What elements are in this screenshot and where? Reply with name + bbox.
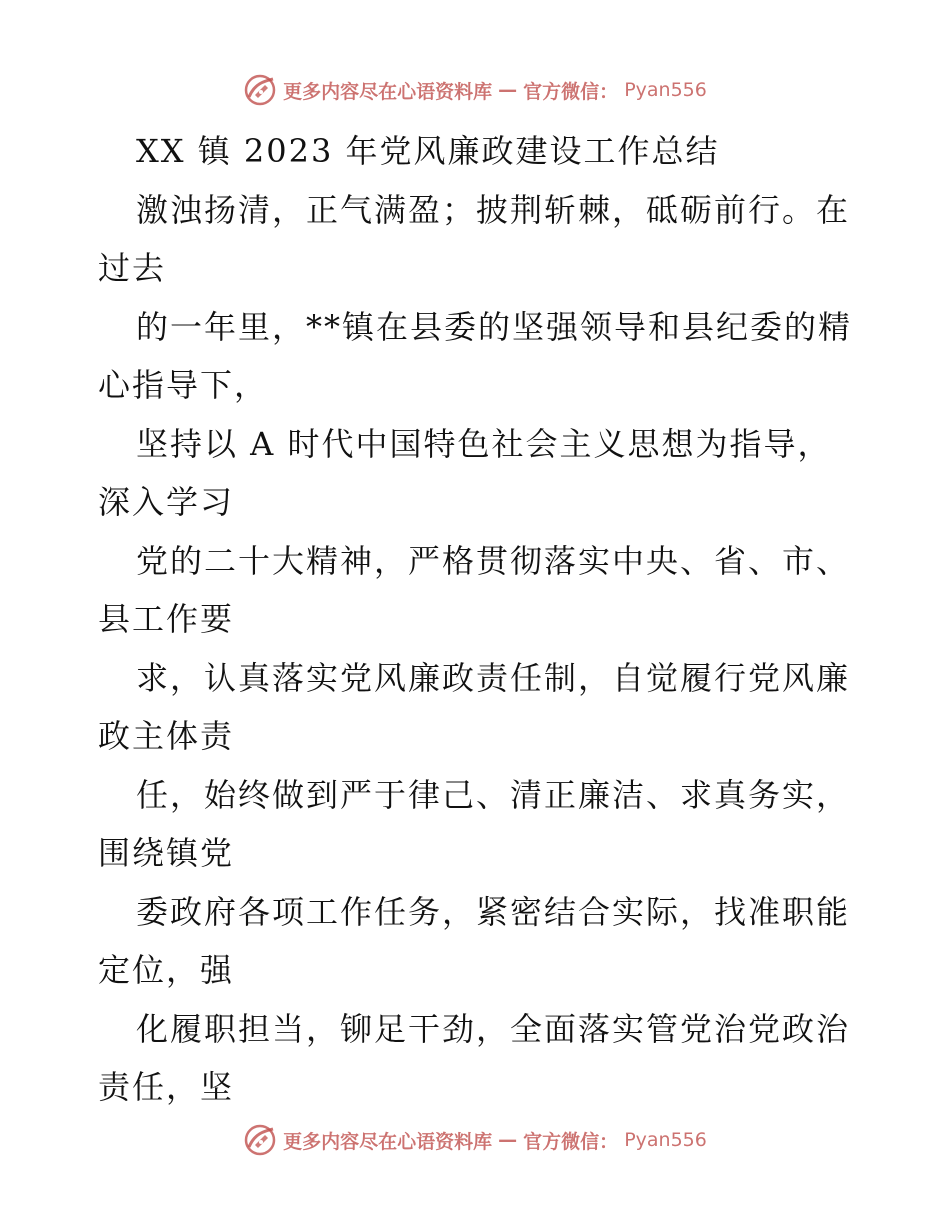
watermark-label: 官方微信： <box>523 80 619 103</box>
document-line: 政主体责 <box>98 717 235 755</box>
document-title: XX 镇 2023 年党风廉政建设工作总结 <box>136 132 720 170</box>
watermark-handle: Pyan556 <box>624 79 707 101</box>
watermark-banner <box>243 73 707 107</box>
document-line: 党的二十大精神，严格贯彻落实中央、省、市、 <box>136 541 851 580</box>
document-line: 责任，坚 <box>98 1068 235 1106</box>
watermark-main-text: 更多内容尽在心语资料库 <box>283 80 493 103</box>
watermark-label: 官方微信： <box>523 1130 619 1153</box>
document-line: 委政府各项工作任务，紧密结合实际，找准职能 <box>136 892 851 931</box>
watermark-handle: Pyan556 <box>624 1129 707 1151</box>
document-line: 任，始终做到严于律己、清正廉洁、求真务实， <box>136 775 851 814</box>
pen-logo-icon <box>243 73 277 107</box>
document-line: 化履职担当，铆足干劲，全面落实管党治党政治 <box>136 1009 851 1048</box>
document-line: 的一年里，**镇在县委的坚强领导和县纪委的精 <box>136 307 853 346</box>
watermark-dash: — <box>498 1129 518 1151</box>
document-line: 求，认真落实党风廉政责任制，自觉履行党风廉 <box>136 658 851 697</box>
document-line: 深入学习 <box>98 483 235 521</box>
document-body <box>98 122 858 1117</box>
document-line: 心指导下， <box>98 366 269 404</box>
pen-logo-icon <box>243 1123 277 1157</box>
document-line: 激浊扬清，正气满盈；披荆斩棘，砥砺前行。在 <box>136 190 851 229</box>
document-line: 县工作要 <box>98 600 235 638</box>
document-line: 定位，强 <box>98 951 235 989</box>
header-watermark <box>0 70 950 110</box>
document-line: 坚持以 A 时代中国特色社会主义思想为指导， <box>136 424 832 463</box>
watermark-banner <box>243 1123 707 1157</box>
footer-watermark <box>0 1120 950 1160</box>
document-line: 过去 <box>98 249 167 287</box>
watermark-main-text: 更多内容尽在心语资料库 <box>283 1130 493 1153</box>
watermark-dash: — <box>498 79 518 101</box>
document-line: 围绕镇党 <box>98 834 235 872</box>
